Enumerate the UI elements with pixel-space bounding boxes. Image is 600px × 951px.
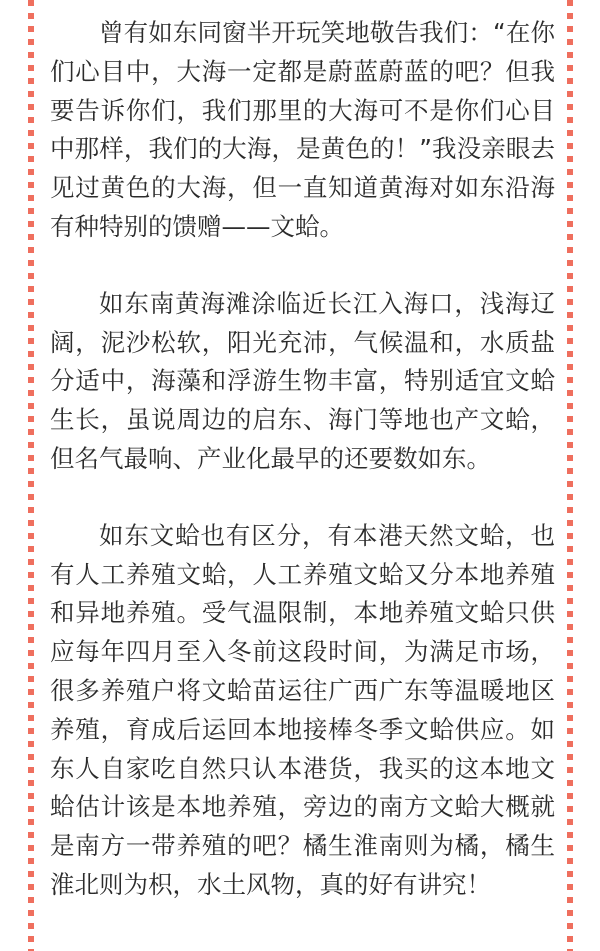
paragraph-1: 曾有如东同窗半开玩笑地敬告我们：“在你们心目中，大海一定都是蔚蓝蔚蓝的吧？但我要告诉你们，我们那里的大海可不是你们心目中那样，我们的大海，是黄色的！”我没亲眼去见过黄色的大海，但一直知道黄海对如东沿海有种特别的馈赠——文蛤。: [50, 18, 555, 241]
article-body: [50, 14, 555, 905]
paragraph-2: 如东南黄海滩涂临近长江入海口，浅海辽阔，泥沙松软，阳光充沛，气候温和，水质盐分适中，海藻和浮游生物丰富，特别适宜文蛤生长，虽说周边的启东、海门等地也产文蛤，但名气最响、产业化最早的还要数如东。: [50, 288, 555, 473]
right-dashed-border: [567, 0, 573, 951]
paragraph-3: 如东文蛤也有区分，有本港天然文蛤，也有人工养殖文蛤，人工养殖文蛤又分本地养殖和异地养殖。受气温限制，本地养殖文蛤只供应每年四月至入冬前这段时间，为满足市场，很多养殖户将文蛤苗运往广西广东等温暖地区养殖，育成后运回本地接棒冬季文蛤供应。如东人自家吃自然只认本港货，我买的这本地文蛤估计该是本地养殖，旁边的南方文蛤大概就是南方一带养殖的吧？橘生淮南则为橘，橘生淮北则为枳，水土风物，真的好有讲究！: [50, 520, 555, 899]
left-dashed-border: [28, 0, 34, 951]
